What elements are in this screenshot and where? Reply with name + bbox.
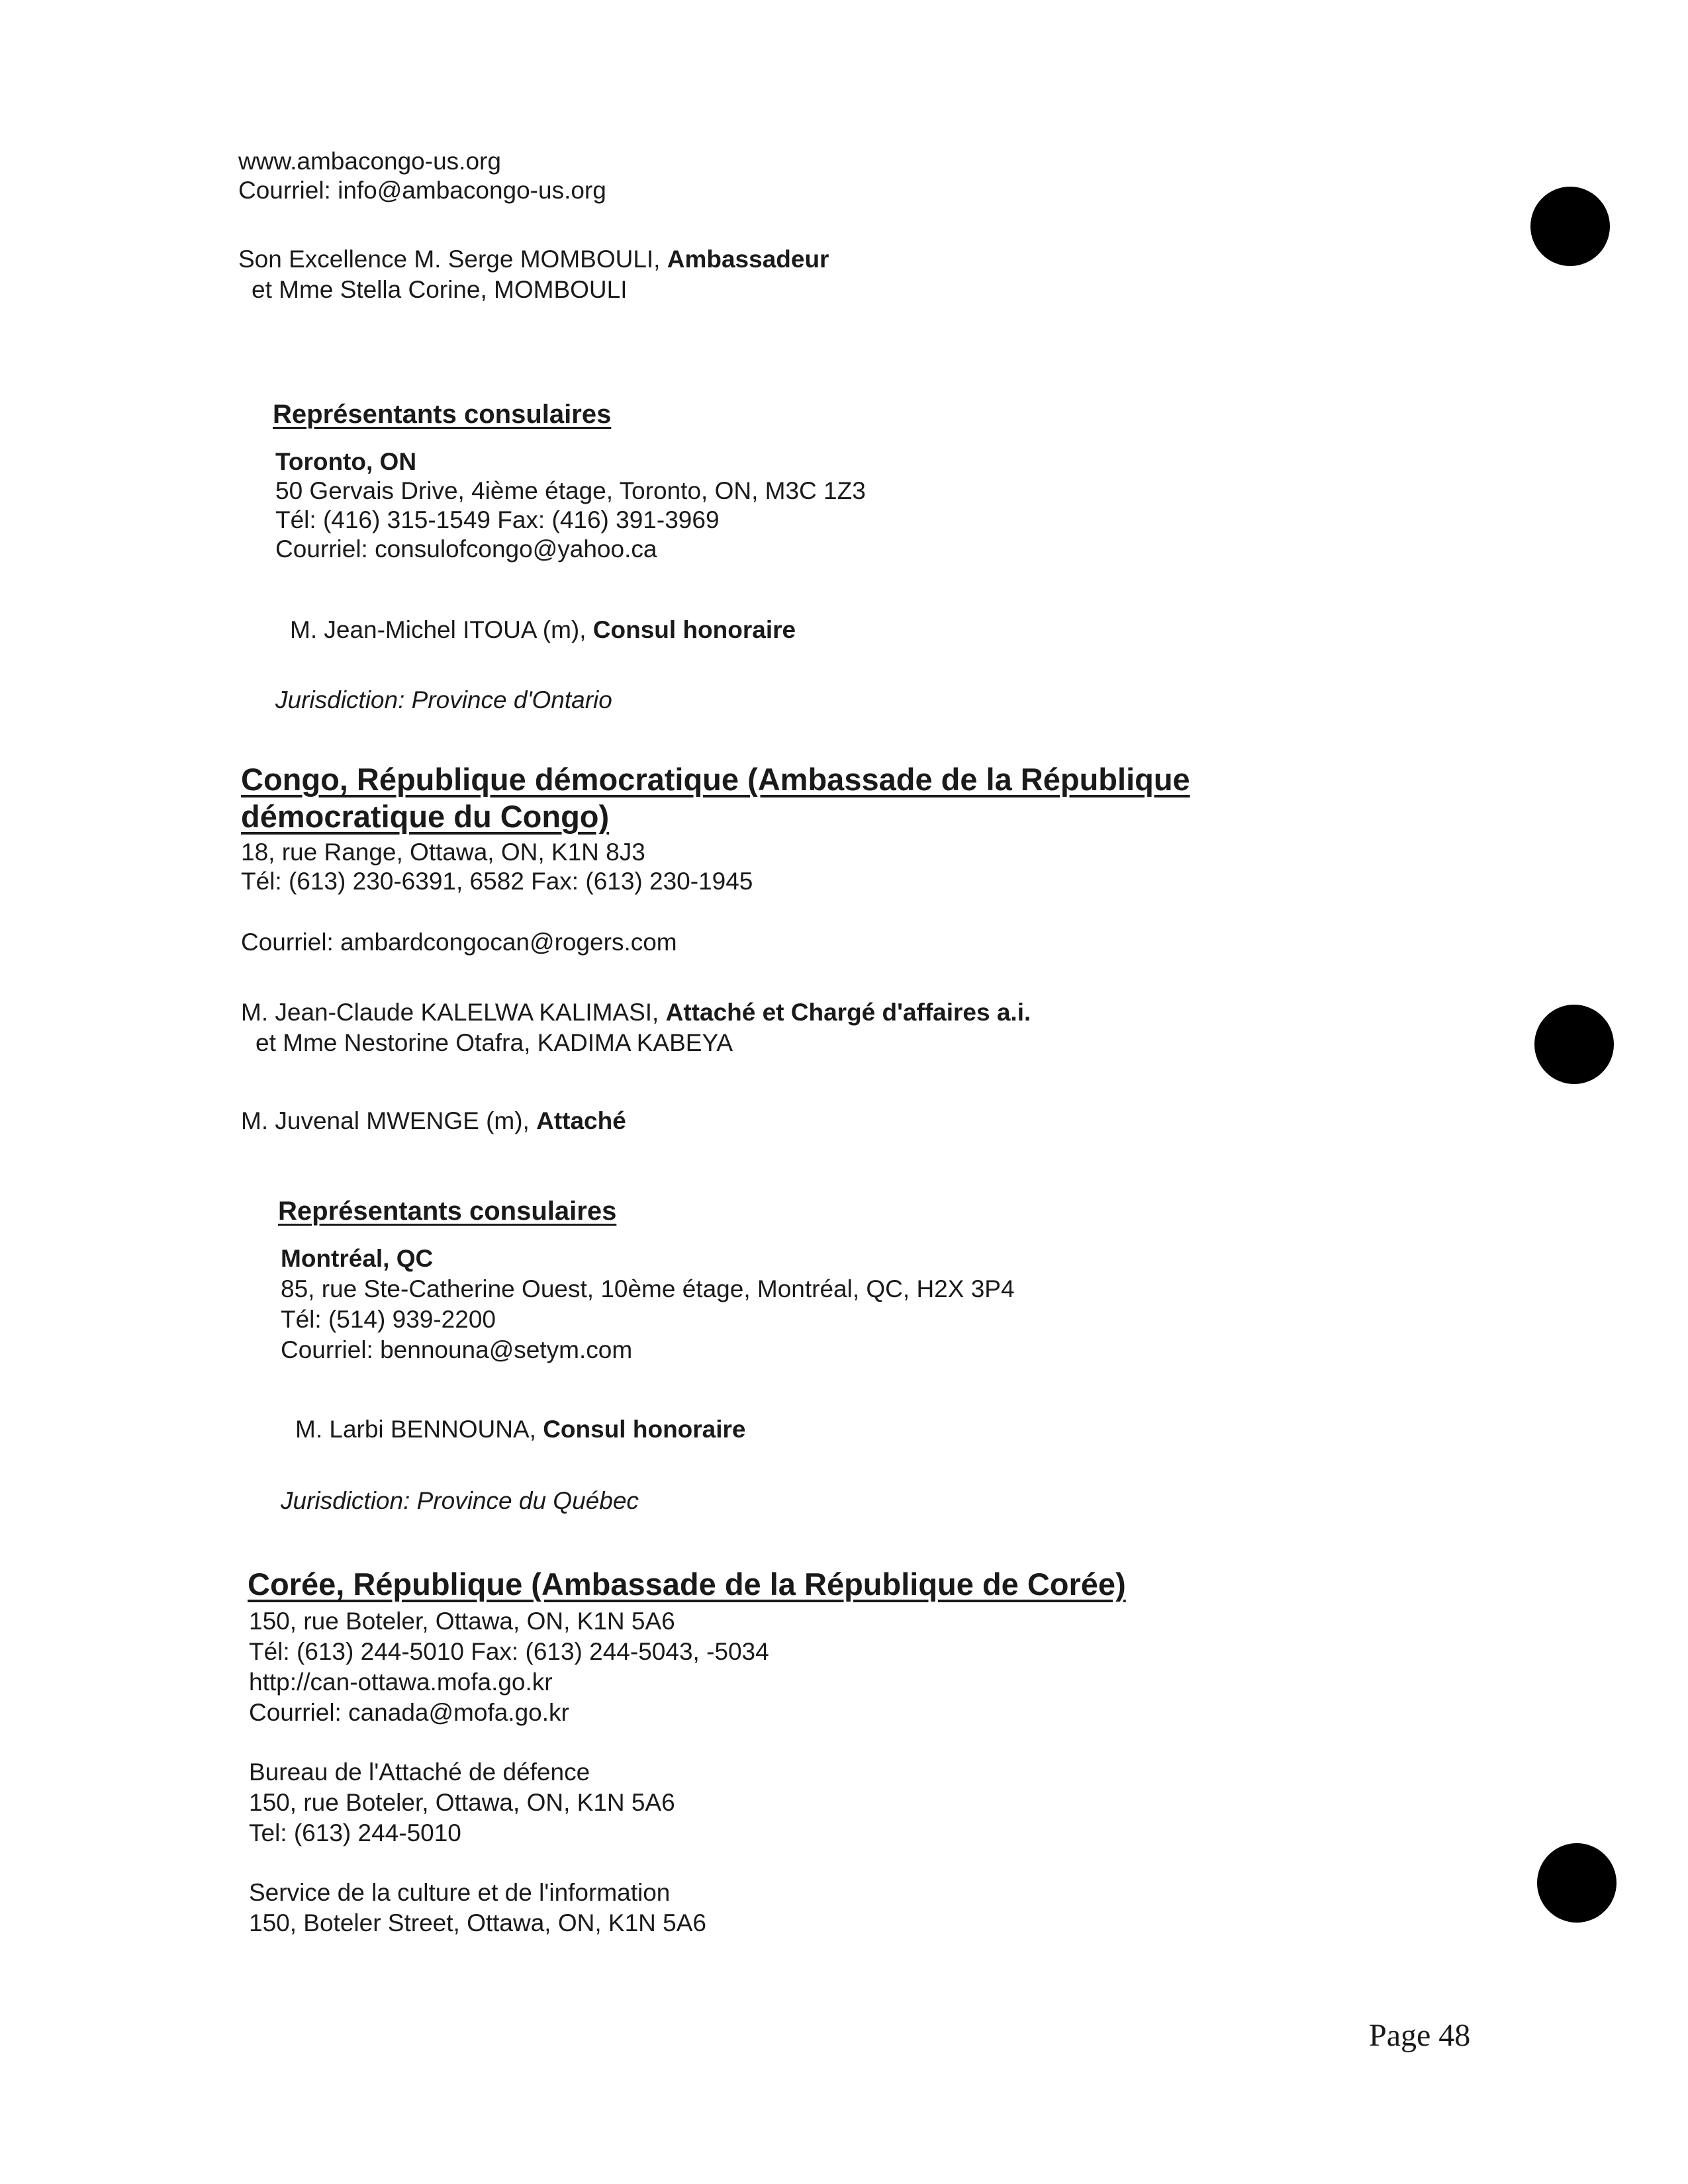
drc-official-2-title: Attaché bbox=[536, 1107, 626, 1134]
consul-toronto-title: Consul honoraire bbox=[592, 616, 796, 643]
korea-website: http://can-ottawa.mofa.go.kr bbox=[249, 1668, 553, 1696]
head-of-mission bbox=[238, 245, 829, 274]
korea-defence-title: Bureau de l'Attaché de défence bbox=[249, 1758, 590, 1786]
punch-hole-top bbox=[1530, 187, 1610, 266]
consul-toronto-name: M. Jean-Michel ITOUA (m), bbox=[290, 616, 593, 643]
korea-defence-address: 150, rue Boteler, Ottawa, ON, K1N 5A6 bbox=[249, 1789, 675, 1816]
head-of-mission-title: Ambassadeur bbox=[667, 246, 829, 273]
consul-montreal-name: M. Larbi BENNOUNA, bbox=[295, 1416, 543, 1443]
embassy-website: www.ambacongo-us.org bbox=[238, 148, 501, 175]
consular-address-toronto: 50 Gervais Drive, 4ième étage, Toronto, ON, M3C 1Z3 bbox=[275, 477, 866, 504]
consul-montreal bbox=[295, 1415, 746, 1444]
consular-email-toronto: Courriel: consulofcongo@yahoo.ca bbox=[275, 535, 657, 563]
drc-official-1 bbox=[241, 998, 1031, 1027]
drc-official-2-name: M. Juvenal MWENGE (m), bbox=[241, 1107, 537, 1134]
drc-official-1-name: M. Jean-Claude KALELWA KALIMASI, bbox=[241, 999, 666, 1026]
drc-heading-line2: démocratique du Congo) bbox=[241, 799, 610, 834]
drc-email: Courriel: ambardcongocan@rogers.com bbox=[241, 929, 677, 956]
jurisdiction-montreal: Jurisdiction: Province du Québec bbox=[281, 1487, 639, 1514]
punch-hole-bottom bbox=[1537, 1843, 1617, 1923]
consular-city-montreal: Montréal, QC bbox=[281, 1245, 434, 1272]
head-of-mission-name: Son Excellence M. Serge MOMBOULI, bbox=[238, 246, 667, 273]
drc-official-2 bbox=[241, 1107, 626, 1136]
consular-city-toronto: Toronto, ON bbox=[275, 448, 417, 475]
jurisdiction-toronto: Jurisdiction: Province d'Ontario bbox=[275, 686, 612, 713]
korea-defence-phone: Tel: (613) 244-5010 bbox=[249, 1819, 461, 1846]
consul-montreal-title: Consul honoraire bbox=[543, 1416, 746, 1443]
embassy-email: Courriel: info@ambacongo-us.org bbox=[238, 177, 606, 204]
korea-culture-address: 150, Boteler Street, Ottawa, ON, K1N 5A6 bbox=[249, 1909, 707, 1936]
head-of-mission-spouse: et Mme Stella Corine, MOMBOULI bbox=[252, 276, 628, 303]
consular-heading-montreal: Représentants consulaires bbox=[278, 1197, 617, 1226]
drc-address: 18, rue Range, Ottawa, ON, K1N 8J3 bbox=[241, 839, 645, 866]
korea-phone: Tél: (613) 244-5010 Fax: (613) 244-5043, -5034 bbox=[249, 1638, 769, 1665]
drc-heading-line1: Congo, République démocratique (Ambassade de la République bbox=[241, 762, 1190, 797]
consular-phone-toronto: Tél: (416) 315-1549 Fax: (416) 391-3969 bbox=[275, 506, 720, 533]
consular-phone-montreal: Tél: (514) 939-2200 bbox=[281, 1306, 496, 1333]
page-number: Page 48 bbox=[1369, 2018, 1471, 2053]
consular-address-montreal: 85, rue Ste-Catherine Ouest, 10ème étage, Montréal, QC, H2X 3P4 bbox=[281, 1275, 1015, 1302]
drc-official-1-title: Attaché et Chargé d'affaires a.i. bbox=[665, 999, 1031, 1026]
consular-heading-toronto: Représentants consulaires bbox=[273, 400, 612, 429]
korea-address: 150, rue Boteler, Ottawa, ON, K1N 5A6 bbox=[249, 1608, 675, 1635]
korea-heading: Corée, République (Ambassade de la République de Corée) bbox=[248, 1567, 1126, 1602]
drc-phone: Tél: (613) 230-6391, 6582 Fax: (613) 230-1945 bbox=[241, 868, 753, 895]
consul-toronto bbox=[290, 615, 796, 645]
punch-hole-middle bbox=[1534, 1005, 1614, 1084]
korea-culture-title: Service de la culture et de l'information bbox=[249, 1879, 671, 1906]
korea-email: Courriel: canada@mofa.go.kr bbox=[249, 1699, 569, 1726]
consular-email-montreal: Courriel: bennouna@setym.com bbox=[281, 1336, 633, 1363]
drc-official-1-spouse: et Mme Nestorine Otafra, KADIMA KABEYA bbox=[256, 1029, 733, 1056]
